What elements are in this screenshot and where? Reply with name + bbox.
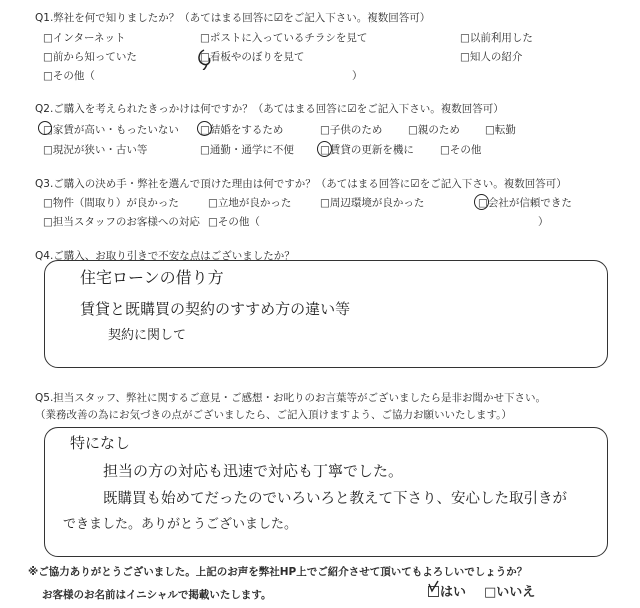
q2-option-transfer[interactable]: □転勤 [485,124,516,136]
q1-option-signboard[interactable]: □看板やのぼりを見て [200,51,305,63]
q1-option-flyer[interactable]: □ポストに入っているチラシを見て [200,32,368,44]
q2-option-lease-renewal[interactable]: □賃貸の更新を機に [320,144,414,156]
q1-other-close-paren: ） [352,70,363,82]
q1-option-known-before[interactable]: □前から知っていた [43,51,137,63]
q2-question: Q2.ご購入を考えられたきっかけは何ですか？（あてはまる回答に☑をご記入下さい。複数回答可） [35,103,504,115]
q3-other-close-paren: ） [538,216,549,228]
q3-option-staff[interactable]: □担当スタッフのお客様への対応 [43,216,200,228]
marriage-circle-mark [197,121,212,136]
q3-option-trustworthy[interactable]: □会社が信頼できた [478,197,572,209]
q2-option-parents[interactable]: □親のため [408,124,460,136]
q5-answer-line-4: できました。ありがとうございました。 [63,517,298,532]
q1-option-other[interactable]: □その他（ [43,70,95,82]
footer-permission-question: ※ご協力ありがとうございました。上記のお声を弊社HP上でご紹介させて頂いてもよろしいでしょうか？ [28,566,528,578]
q5-answer-line-1: 特になし [70,434,131,452]
trustworthy-circle-mark [474,194,489,210]
q3-question: Q3.ご購入の決め手・弊社を選んで頂けた理由は何ですか？（あてはまる回答に☑をご記入下さい。複数回答可） [35,178,567,190]
q3-option-property[interactable]: □物件（間取り）が良かった [43,197,179,209]
q2-option-other[interactable]: □その他 [440,144,482,156]
q5-note: （業務改善の為にお気づきの点がございましたら、ご記入頂けますよう、ご協力お願いいたします。） [35,409,512,421]
q5-answer-line-2: 担当の方の対応も迅速で対応も丁寧でした。 [103,462,404,480]
q2-option-children[interactable]: □子供のため [320,124,383,136]
q1-option-internet[interactable]: □インターネット [43,32,126,44]
footer-yes-label: はい [440,585,467,600]
q1-question: Q1.弊社を何で知りましたか？（あてはまる回答に☑をご記入下さい。複数回答可） [35,12,431,24]
q3-option-location[interactable]: □立地が良かった [208,197,292,209]
q4-answer-line-3: 契約に関して [108,328,187,343]
q5-answer-line-3: 既購買も始めてだったのでいろいろと教えて下さり、安心した取引きが [103,491,567,507]
footer-initials-note: お客様のお名前はイニシャルで掲載いたします。 [42,589,272,601]
q4-answer-line-1: 住宅ローンの借り方 [80,268,224,287]
q1-option-acquaintance[interactable]: □知人の紹介 [460,51,523,63]
q4-answer-line-2: 賃貸と既購買の契約のすすめ方の違い等 [80,300,351,318]
q2-option-rent-high[interactable]: □家賃が高い・もったいない [43,124,179,136]
q3-option-environment[interactable]: □周辺環境が良かった [320,197,425,209]
q3-option-other[interactable]: □その他（ [208,216,260,228]
q2-option-commute[interactable]: □通勤・通学に不便 [200,144,294,156]
q1-option-used-before[interactable]: □以前利用した [460,32,533,44]
q4-question: Q4.ご購入、お取り引きで不安な点はございましたか？ [35,250,295,262]
q2-option-small-old[interactable]: □現況が狭い・古い等 [43,144,148,156]
rent-high-circle-mark [38,121,52,135]
yes-check-mark [426,580,440,594]
signboard-check-mark [196,44,220,70]
q2-option-marriage[interactable]: □結婚をするため [200,124,284,136]
lease-renewal-circle-mark [317,141,332,157]
q5-question: Q5.担当スタッフ、弊社に関するご意見・ご感想・お叱りのお言葉等がございましたら是非お聞かせ下さい。 [35,392,546,404]
footer-no-option[interactable]: □いいえ [484,585,536,600]
